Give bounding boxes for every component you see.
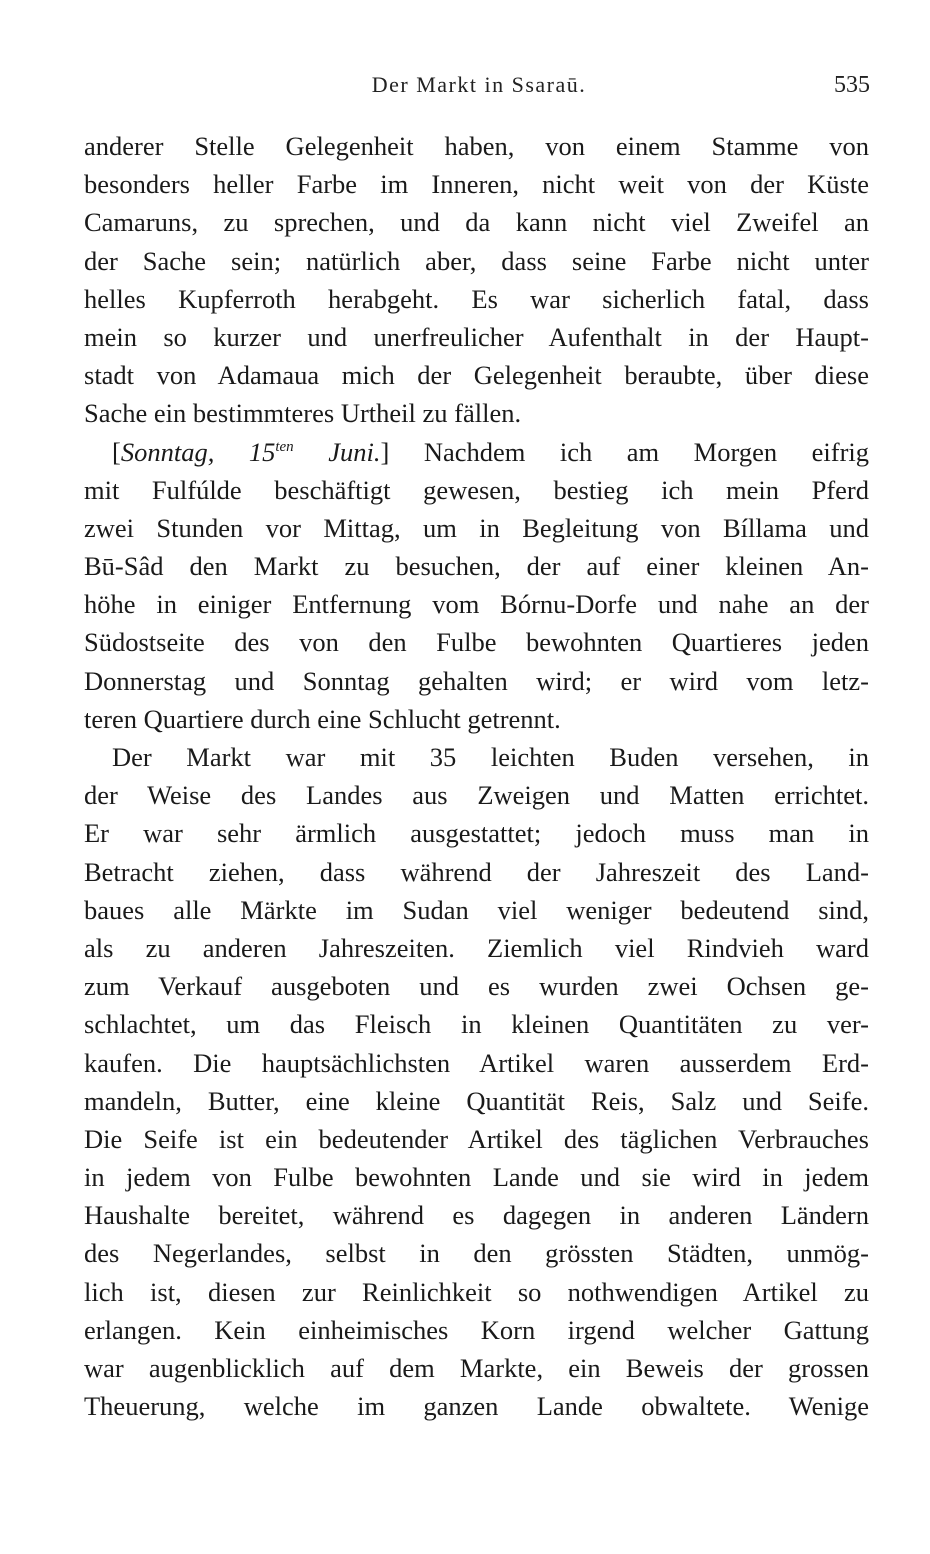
text-line: Camaruns, zu sprechen, und da kann nicht viel Zweifel an: [84, 207, 869, 238]
text-line: schlachtet, um das Fleisch in kleinen Quantitäten zu ver-: [84, 1009, 869, 1040]
text-line: höhe in einiger Entfernung vom Bórnu-Dorfe und nahe an der: [84, 589, 869, 620]
text-line: Die Seife ist ein bedeutender Artikel des täglichen Verbrauches: [84, 1123, 869, 1154]
text-line: kaufen. Die hauptsächlichsten Artikel waren ausserdem Erd-: [84, 1047, 869, 1078]
dated-entry-line: [84, 433, 869, 471]
text-line: in jedem von Fulbe bewohnten Lande und sie wird in jedem: [84, 1162, 869, 1193]
text-line: besonders heller Farbe im Inneren, nicht weit von der Küste: [84, 169, 869, 200]
paragraph-2: [84, 433, 869, 739]
text-line: stadt von Adamaua mich der Gelegenheit beraubte, über diese: [84, 360, 869, 391]
text-line: des Negerlandes, selbst in den grössten Städten, unmög-: [84, 1238, 869, 1269]
entry-date-suffix: ten: [275, 438, 294, 455]
running-title: Der Markt in Ssaraū.: [371, 72, 587, 97]
paragraph-3: [84, 738, 869, 1425]
text-line: war augenblicklich auf dem Markte, ein Beweis der grossen: [84, 1353, 869, 1383]
text-line: Sache ein bestimmteres Urtheil zu fällen.: [84, 398, 522, 429]
text-line: mein so kurzer und unerfreulicher Aufenthalt in der Haupt-: [84, 321, 869, 352]
text-line: erlangen. Kein einheimisches Korn irgend welcher Gattung: [84, 1314, 869, 1345]
paragraph-1: [84, 127, 869, 433]
text-line: Haushalte bereitet, während es dagegen in anderen Ländern: [84, 1200, 869, 1231]
entry-date-number: 15: [248, 436, 276, 467]
text-line: Theuerung, welche im ganzen Lande obwaltete. Wenige: [84, 1391, 869, 1422]
text-line: Der Markt war mit 35 leichten Buden versehen, in: [112, 742, 869, 772]
entry-day: Sonntag,: [120, 436, 215, 467]
text-line: Er war sehr ärmlich ausgestattet; jedoch muss man in: [84, 818, 869, 849]
text-line: der Weise des Landes aus Zweigen und Matten errichtet.: [84, 780, 869, 811]
text-line: teren Quartiere durch eine Schlucht getrennt.: [84, 703, 561, 734]
text-line: lich ist, diesen zur Reinlichkeit so nothwendigen Artikel zu: [84, 1276, 869, 1307]
text-line: mandeln, Butter, eine kleine Quantität Reis, Salz und Seife.: [84, 1085, 869, 1116]
text-line: mit Fulfúlde beschäftigt gewesen, bestieg ich mein Pferd: [84, 474, 869, 505]
text-line: anderer Stelle Gelegenheit haben, von einem Stamme von: [84, 131, 869, 161]
entry-text: Nachdem ich am Morgen eifrig: [423, 436, 869, 467]
text-line: Betracht ziehen, dass während der Jahreszeit des Land-: [84, 856, 869, 887]
text-line: baues alle Märkte im Sudan viel weniger bedeutend sind,: [84, 894, 869, 925]
text-line: als zu anderen Jahreszeiten. Ziemlich viel Rindvieh ward: [84, 932, 869, 963]
text-line: Südostseite des von den Fulbe bewohnten Quartieres jeden: [84, 627, 869, 658]
text-line: helles Kupferroth herabgeht. Es war sicherlich fatal, dass: [84, 283, 869, 314]
entry-month: Juni.: [328, 436, 381, 467]
body-text: [84, 127, 869, 1425]
running-head: [84, 72, 874, 106]
page-number: 535: [834, 72, 870, 98]
bracket-open: [: [112, 436, 121, 467]
text-line: zum Verkauf ausgeboten und es wurden zwei Ochsen ge-: [84, 971, 869, 1002]
text-line: zwei Stunden vor Mittag, um in Begleitung von Bíllama und: [84, 512, 869, 543]
text-line: Donnerstag und Sonntag gehalten wird; er wird vom letz-: [84, 665, 869, 696]
bracket-close: ]: [380, 436, 390, 467]
text-line: Bū-Sâd den Markt zu besuchen, der auf einer kleinen An-: [84, 551, 869, 582]
text-line: der Sache sein; natürlich aber, dass seine Farbe nicht unter: [84, 245, 869, 276]
